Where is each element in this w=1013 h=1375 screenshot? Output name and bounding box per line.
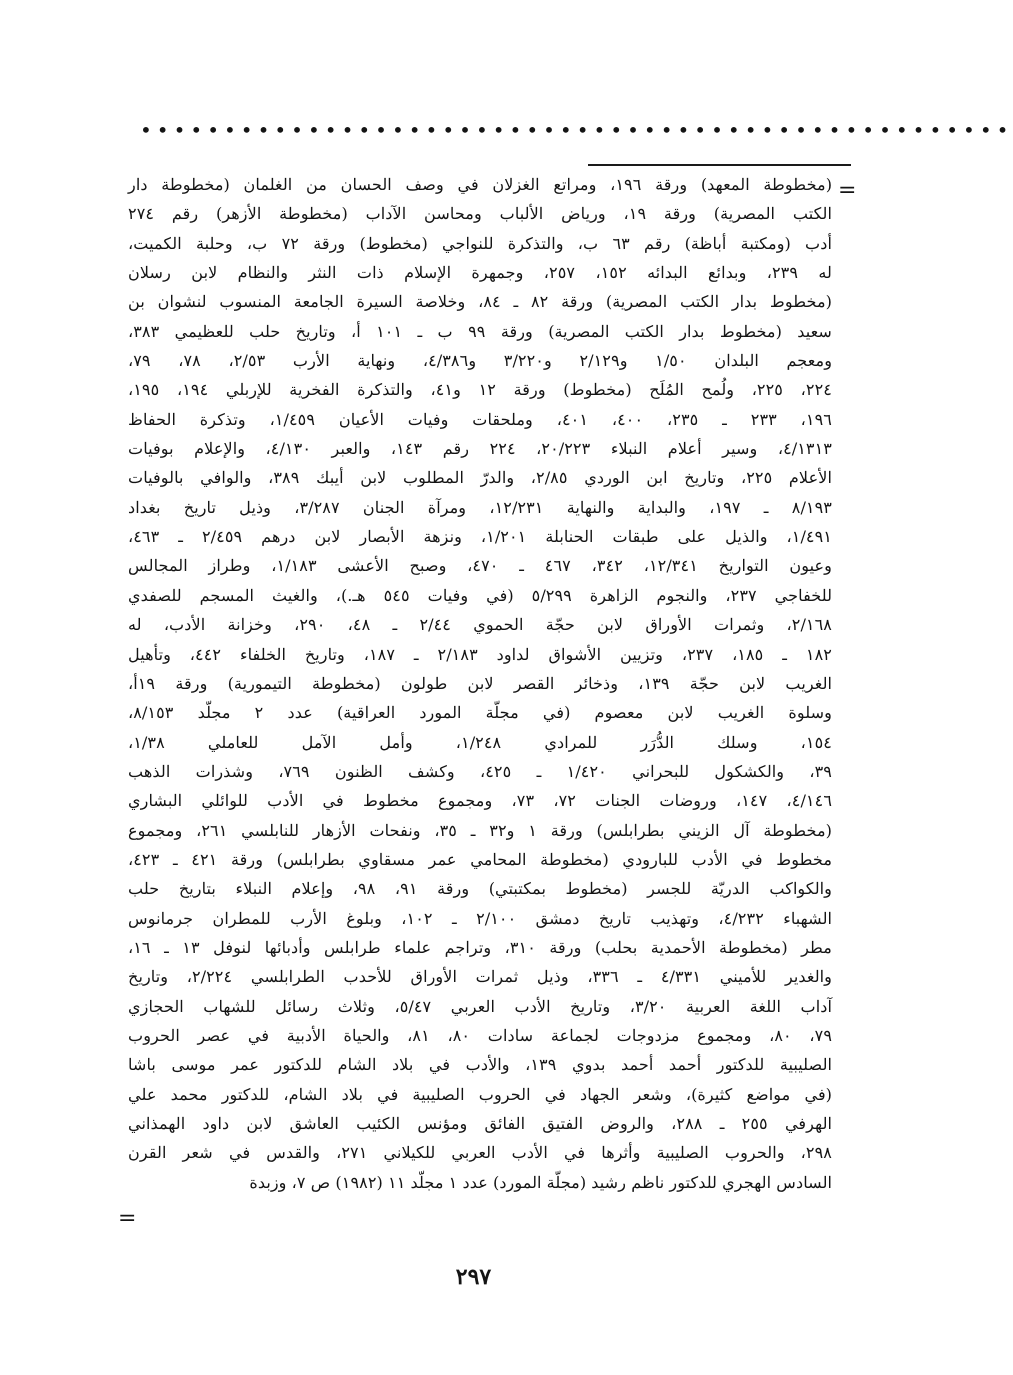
footnote-line: سعيد (مخطوط بدار الكتب المصرية) ورقة ٩٩ ب ـ ١٠١ أ، وتاريخ حلب للعظيمي ٣٨٣، [128, 321, 832, 341]
footnote-line: والكواكب الدريّة للجسر (مخطوط بمكتبتي) ورقة ٩١، ٩٨، وإعلام النبلاء بتاريخ حلب [128, 879, 832, 899]
footnote-line: (في مواضع كثيرة)، وشعر الجهاد في الحروب الصليبية في بلاد الشام، للدكتور محمد علي [128, 1084, 832, 1104]
footnote-rule [588, 164, 851, 166]
footnote-line: الشهباء ٤/٢٣٢، وتهذيب تاريخ دمشق ٢/١٠٠ ـ ١٠٢، وبلوغ الأرب للمطران جرمانوس [128, 908, 832, 928]
footnote-line: ٢٩٨، والحروب الصليبية وأثرها في الأدب العربي للكيلاني ٢٧١، والقدس في شعر القرن [128, 1143, 832, 1163]
footnote-line: وسلوة الغريب لابن معصوم (في مجلّة المورد العراقية) عدد ٢ مجلّد ٨/١٥٣، [128, 703, 832, 723]
footnote-line: ١٥٤، وسلك الدُّرَر للمرادي ١/٢٤٨، وأمل الآمل للعاملي ١/٣٨، [128, 732, 832, 752]
footnote-line: الكتب المصرية) ورقة ١٩، ورياض الألباب ومحاسن الآداب (مخطوطة الأزهر) رقم ٢٧٤ [128, 204, 832, 224]
footnote-line: ٨/١٩٣ ـ ١٩٧، والبداية والنهاية ١٢/٢٣١، ومرآة الجنان ٣/٢٨٧، وذيل تاريخ بغداد [128, 497, 832, 517]
footnote-line: الهرفي ٢٥٥ ـ ٢٨٨، والروض الفتيق الفائق ومؤنس الكئيب العاشق لابن داود الهمذاني [128, 1114, 832, 1133]
footnote-line: ١/٤٩١، والذيل على طبقات الحنابلة ١/٢٠١، ونزهة الأبصار لابن درهم ٢/٤٥٩ ـ ٤٦٣، [128, 527, 832, 547]
footnote-line: آداب اللغة العربية ٣/٢٠، وتاريخ الأدب العربي ٥/٤٧، وثلاث رسائل للشهاب الحجازي [128, 996, 832, 1016]
footnote-line: مخطوط في الأدب للبارودي (مخطوطة المحامي عمر مسقاوي بطرابلس) ورقة ٤٢١ ـ ٤٢٣، [128, 849, 832, 869]
footnote-line: له ٢٣٩، وبدائع البدائه ١٥٢، ٢٥٧، وجمهرة الإسلام ذات النثر والنظام لابن رسلان [128, 263, 832, 283]
footnote-line: ٤/١٤٦، ١٤٧، وروضات الجنات ٧٢، ٧٣، ومجموع مخطوط في الأدب للوائلي البشاري [128, 791, 833, 811]
footnote-line: (مخطوطة آل الزيني بطرابلس) ورقة ١ و٣٢ ـ ٣٥، ونفحات الأزهار للنابلسي ٢٦١، ومجموع [128, 820, 832, 840]
footnote-line: ١٨٢ ـ ١٨٥، ٢٣٧، وتزيين الأشواق لداود ٢/١٨٣ ـ ١٨٧، وتاريخ الخلفاء ٤٤٢، وتأهيل [128, 644, 832, 664]
footnote-line: (مخطوطة المعهد) ورقة ١٩٦، ومراتع الغزلان في وصف الحسان من الغلمان (مخطوطة دار [128, 175, 833, 194]
footnote-line: مطر (مخطوطة الأحمدية بحلب) ورقة ٣١٠، وتراجم علماء طرابلس وأدبائها لنوفل ١٣ ـ ١٦، [128, 937, 832, 957]
footnote-line: الصليبية للدكتور أحمد أحمد بدوي ١٣٩، والأدب في بلاد الشام للدكتور عمر موسى باشا [128, 1055, 832, 1075]
footnote-line: ٧٩، ٨٠، ومجموع مزدوجات لجماعة سادات ٨٠، ٨١، والحياة الأدبية في عصر الحروب [128, 1025, 833, 1045]
footnote-line: ٢٢٤، ٢٢٥، ولُمح المُلَح (مخطوط) ورقة ١٢ و٤١، والتذكرة الفخرية للإربلي ١٩٤، ١٩٥، [128, 380, 832, 400]
footnote-line: للخفاجي ٢٣٧، والنجوم الزاهرة ٥/٢٩٩ (في وفيات ٥٤٥ هـ.)، والغيث المسجم للصفدي [128, 585, 832, 605]
footnote-text [128, 170, 832, 1197]
footnote-line: ١٩٦، ٢٣٣ ـ ٢٣٥، ٤٠٠، ٤٠١، وملحقات وفيات الأعيان ١/٤٥٩، وتذكرة الحفاظ [128, 409, 832, 429]
footnote-line: ٣٩، والكشكول للبحراني ١/٤٢٠ ـ ٤٢٥، وكشف الظنون ٧٦٩، وشذرات الذهب [128, 761, 832, 781]
footnote-line: أدب (ومكتبة أباظة) رقم ٦٣ ب، والتذكرة للنواجي (مخطوط) ورقة ٧٢ ب، وحلبة الكميت، [128, 233, 832, 253]
footnote-line: ومعجم البلدان ١/٥٠ و٢/١٢٩ و٣/٢٢٠ و٤/٣٨٦، ونهاية الأرب ٢/٥٣، ٧٨، ٧٩، [128, 351, 833, 371]
footnote-line: الغريب لابن حجّة ١٣٩، وذخائر القصر لابن طولون (مخطوطة التيمورية) ورقة ١٩أ، [128, 673, 833, 693]
footnote-line: الأعلام ٢٢٥، وتاريخ ابن الوردي ٢/٨٥، والدرّ المطلوب لابن أيبك ٣٨٩، والوافي بالوفيات [128, 468, 832, 488]
continuation-mark-end: = [118, 1206, 137, 1231]
footnote-line: ٢/١٦٨، وثمرات الأوراق لابن حجّة الحموي ٢/٤٤ ـ ٤٨، ٢٩٠، وخزانة الأدب، له [128, 615, 832, 635]
footnote-line: السادس الهجري للدكتور ناظم رشيد (مجلّة المورد) عدد ١ مجلّد ١١ (١٩٨٢) ص ٧، وزبدة [249, 1172, 832, 1192]
dotted-separator: •••••••••••••••••••••••••••••••••••••••••••••••••••• [140, 118, 1013, 142]
page-number: ٢٩٧ [455, 1264, 492, 1290]
continuation-mark-start: = [838, 178, 857, 203]
footnote-line: وعيون التواريخ ١٢/٣٤١، ٣٤٢، ٤٦٧ ـ ٤٧٠، وصبح الأعشى ١/١٨٣، وطراز المجالس [128, 556, 832, 576]
footnote-line: والغدير للأميني ٤/٣٣١ ـ ٣٣٦، وذيل ثمرات الأوراق للأحدب الطرابلسي ٢/٢٢٤، وتاريخ [128, 967, 832, 987]
footnote-line: ٤/١٣١٣، وسير أعلام النبلاء ٢٠/٢٢٣، ٢٢٤ رقم ١٤٣، والعبر ٤/١٣٠، والإعلام بوفيات [128, 439, 833, 459]
footnote-line: (مخطوط بدار الكتب المصرية) ورقة ٨٢ ـ ٨٤، وخلاصة السيرة الجامعة المنسوب لنشوان بن [128, 292, 832, 312]
